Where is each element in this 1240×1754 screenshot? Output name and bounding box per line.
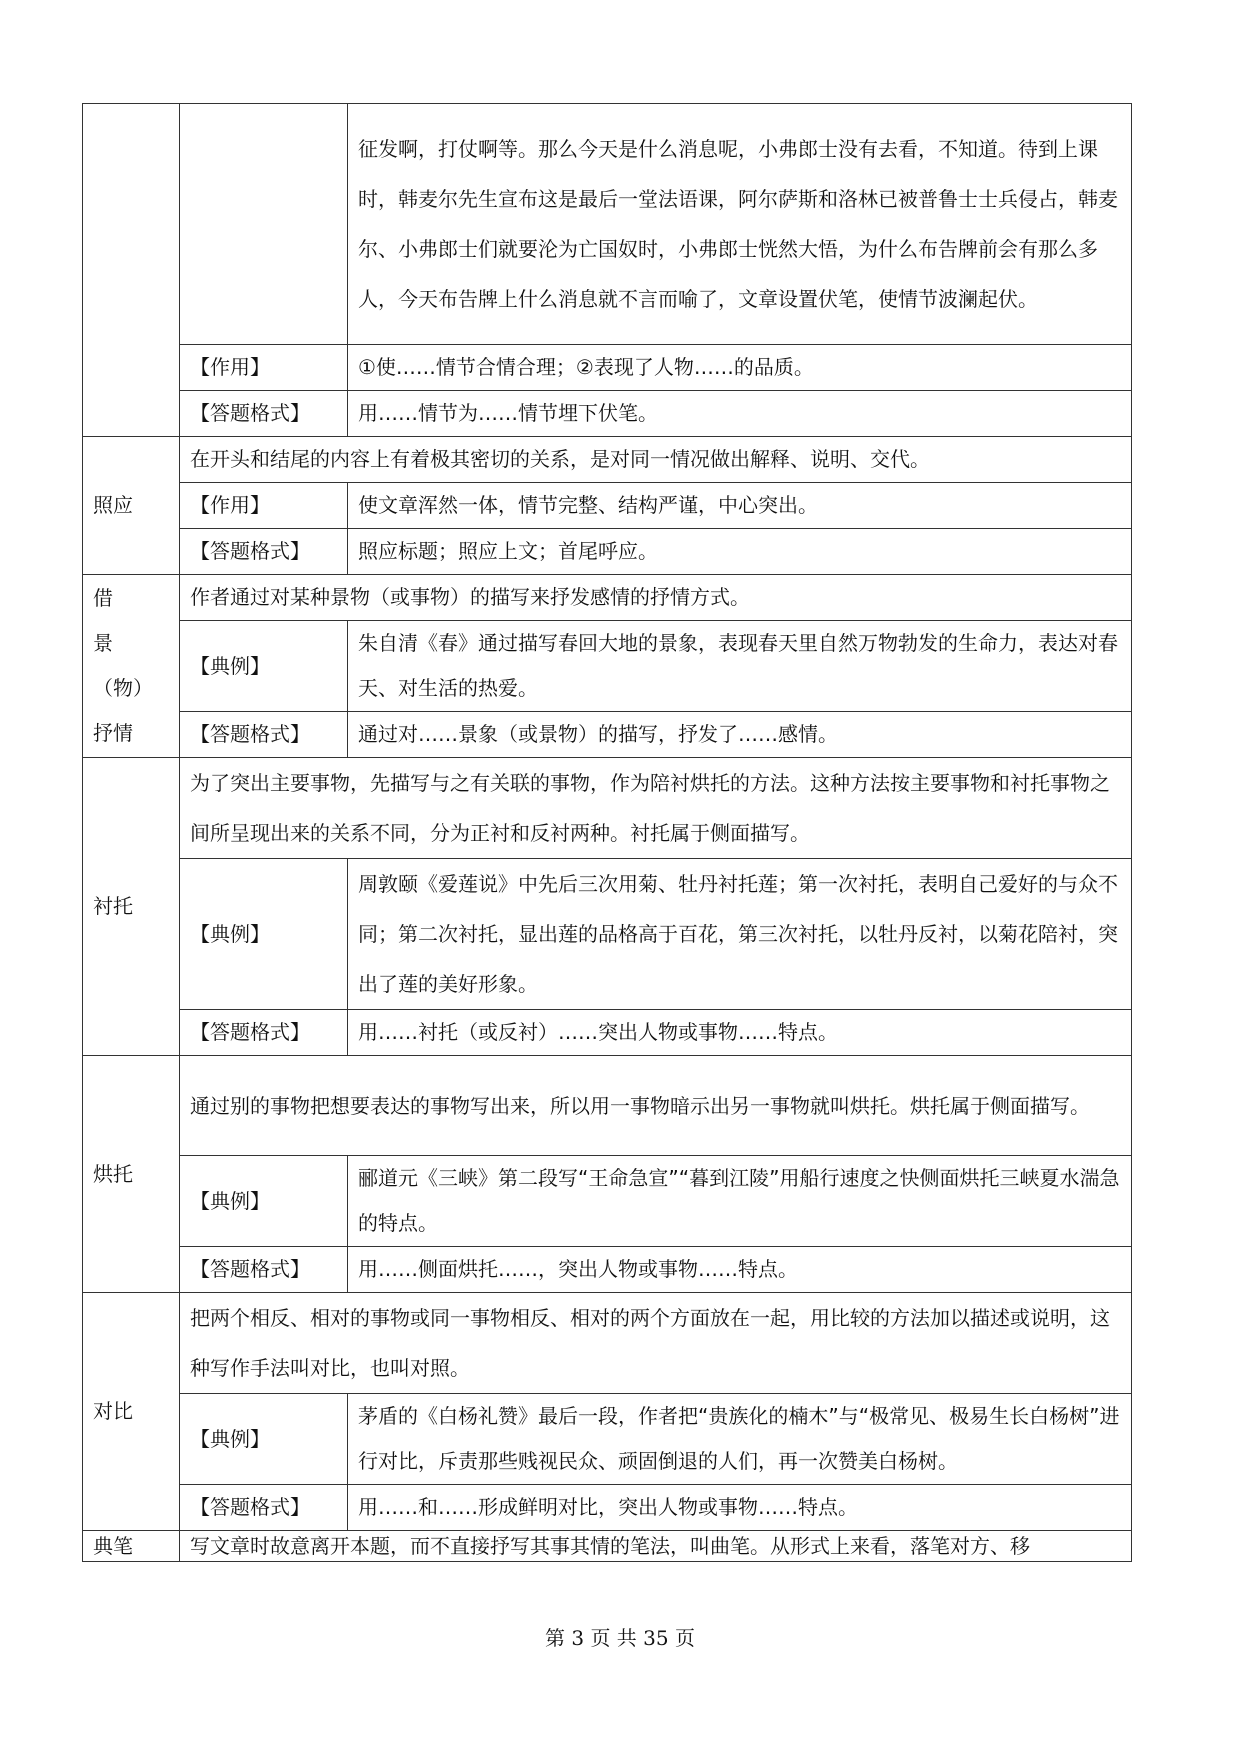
table-row (83, 529, 1132, 575)
example-text: 茅盾的《白杨礼赞》最后一段，作者把“贵族化的楠木”与“极常见、极易生长白杨树”进行对比，斥责那些贱视民众、顽固倒退的人们，再一次赞美白杨树。 (348, 1394, 1132, 1485)
page-number: 第 3 页 共 35 页 (545, 1626, 695, 1650)
table-row (83, 483, 1132, 529)
section-label-jiejing (83, 575, 180, 758)
definition-text: 通过别的事物把想要表达的事物写出来，所以用一事物暗示出另一事物就叫烘托。烘托属于侧面描写。 (180, 1056, 1132, 1156)
table-row (83, 712, 1132, 758)
definition-text: 把两个相反、相对的事物或同一事物相反、相对的两个方面放在一起，用比较的方法加以描述或说明，这种写作手法叫对比，也叫对照。 (180, 1293, 1132, 1394)
table-row (83, 1010, 1132, 1056)
table-row (83, 1293, 1132, 1394)
effect-text: ①使……情节合情合理；②表现了人物……的品质。 (348, 345, 1132, 391)
sub-label-answer-format: 【答题格式】 (180, 712, 348, 758)
section-label-fubi (83, 104, 180, 437)
table-row (83, 1156, 1132, 1247)
label-line: 抒情 (93, 721, 133, 745)
table-row (83, 859, 1132, 1010)
table-row (83, 621, 1132, 712)
example-text: 朱自清《春》通过描写春回大地的景象，表现春天里自然万物勃发的生命力，表达对春天、对生活的热爱。 (348, 621, 1132, 712)
sub-label-example: 【典例】 (180, 1156, 348, 1247)
empty-cell (180, 104, 348, 345)
techniques-table (82, 103, 1132, 1562)
section-label-chentuo: 衬托 (83, 758, 180, 1056)
section-label-hongtuo: 烘托 (83, 1056, 180, 1293)
sub-label-example: 【典例】 (180, 621, 348, 712)
label-char: 借 (93, 586, 113, 610)
example-text: 郦道元《三峡》第二段写“王命急宣”“暮到江陵”用船行速度之快侧面烘托三峡夏水湍急的特点。 (348, 1156, 1132, 1247)
table-row (83, 1056, 1132, 1156)
label-char: 景 (93, 631, 113, 655)
answer-format-text: 用……和……形成鲜明对比，突出人物或事物……特点。 (348, 1485, 1132, 1531)
table-row (83, 758, 1132, 859)
sub-label-answer-format: 【答题格式】 (180, 391, 348, 437)
table-row (83, 1394, 1132, 1485)
sub-label-answer-format: 【答题格式】 (180, 529, 348, 575)
table-row (83, 1531, 1132, 1562)
continued-text: 征发啊，打仗啊等。那么今天是什么消息呢，小弗郎士没有去看，不知道。待到上课时，韩麦尔先生宣布这是最后一堂法语课，阿尔萨斯和洛林已被普鲁士士兵侵占，韩麦尔、小弗郎士们就要沦为亡国奴时，小弗郎士恍然大悟，为什么布告牌前会有那么多人，今天布告牌上什么消息就不言而喻了，文章设置伏笔，使情节波澜起伏。 (348, 104, 1132, 345)
answer-format-text: 照应标题；照应上文；首尾呼应。 (348, 529, 1132, 575)
definition-text: 作者通过对某种景物（或事物）的描写来抒发感情的抒情方式。 (180, 575, 1132, 621)
sub-label-answer-format: 【答题格式】 (180, 1010, 348, 1056)
definition-text: 写文章时故意离开本题，而不直接抒写其事其情的笔法，叫曲笔。从形式上来看，落笔对方、移 (180, 1531, 1132, 1562)
definition-text: 为了突出主要事物，先描写与之有关联的事物，作为陪衬烘托的方法。这种方法按主要事物和衬托事物之间所呈现出来的关系不同，分为正衬和反衬两种。衬托属于侧面描写。 (180, 758, 1132, 859)
table-row (83, 575, 1132, 621)
sub-label-effect: 【作用】 (180, 483, 348, 529)
sub-label-example: 【典例】 (180, 859, 348, 1010)
table-row (83, 1485, 1132, 1531)
section-label-duibi: 对比 (83, 1293, 180, 1531)
table-row (83, 437, 1132, 483)
answer-format-text: 用……情节为……情节埋下伏笔。 (348, 391, 1132, 437)
answer-format-text: 用……衬托（或反衬）……突出人物或事物……特点。 (348, 1010, 1132, 1056)
definition-text: 在开头和结尾的内容上有着极其密切的关系，是对同一情况做出解释、说明、交代。 (180, 437, 1132, 483)
section-label-zhaoying: 照应 (83, 437, 180, 575)
sub-label-answer-format: 【答题格式】 (180, 1247, 348, 1293)
example-text: 周敦颐《爱莲说》中先后三次用菊、牡丹衬托莲；第一次衬托，表明自己爱好的与众不同；第二次衬托，显出莲的品格高于百花，第三次衬托，以牡丹反衬，以菊花陪衬，突出了莲的美好形象。 (348, 859, 1132, 1010)
table-row (83, 391, 1132, 437)
sub-label-answer-format: 【答题格式】 (180, 1485, 348, 1531)
table-row (83, 1247, 1132, 1293)
effect-text: 使文章浑然一体，情节完整、结构严谨，中心突出。 (348, 483, 1132, 529)
table-row (83, 104, 1132, 345)
table-row (83, 345, 1132, 391)
sub-label-effect: 【作用】 (180, 345, 348, 391)
section-label-qubi: 典笔 (83, 1531, 180, 1562)
sub-label-example: 【典例】 (180, 1394, 348, 1485)
answer-format-text: 通过对……景象（或景物）的描写，抒发了……感情。 (348, 712, 1132, 758)
answer-format-text: 用……侧面烘托……，突出人物或事物……特点。 (348, 1247, 1132, 1293)
label-line: （物） (93, 676, 153, 700)
label-line (93, 576, 169, 666)
